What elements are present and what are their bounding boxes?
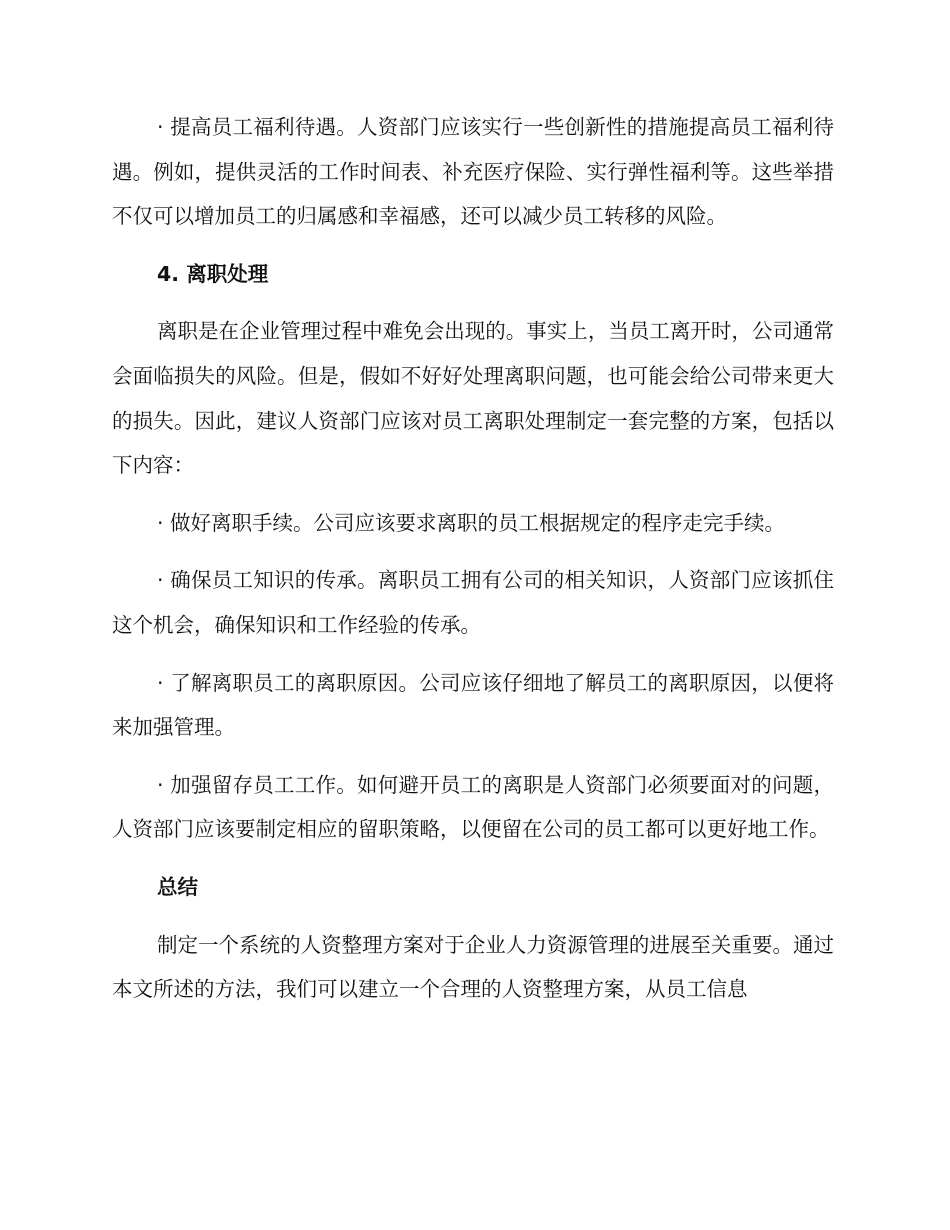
section-heading-summary: 总结 bbox=[157, 874, 198, 899]
paragraph-resignation-procedures: · 做好离职手续。公司应该要求离职的员工根据规定的程序走完手续。 bbox=[157, 510, 786, 535]
paragraph-knowledge-transfer: · 确保员工知识的传承。离职员工拥有公司的相关知识，人资部门应该抓住这个机会，确保知识和工作经验的传承。 bbox=[112, 568, 834, 637]
paragraph-retention: · 加强留存员工工作。如何避开员工的离职是人资部门必须要面对的问题，人资部门应该要制定相应的留职策略，以便留在公司的员工都可以更好地工作。 bbox=[112, 772, 834, 842]
paragraph-resignation-intro: 离职是在企业管理过程中难免会出现的。事实上，当员工离开时，公司通常会面临损失的风险。但是，假如不好好处理离职问题，也可能会给公司带来更大的损失。因此，建议人资部门应该对员工离职处理制定一套完整的方案，包括以下内容： bbox=[112, 319, 834, 478]
paragraph-resignation-reasons: · 了解离职员工的离职原因。公司应该仔细地了解员工的离职原因，以便将来加强管理。 bbox=[112, 670, 834, 740]
section-heading-resignation: 4. 离职处理 bbox=[157, 261, 269, 286]
document-page bbox=[112, 105, 834, 1012]
paragraph-summary: 制定一个系统的人资整理方案对于企业人力资源管理的进展至关重要。通过本文所述的方法，我们可以建立一个合理的人资整理方案，从员工信息 bbox=[112, 932, 834, 1002]
paragraph-benefits: · 提高员工福利待遇。人资部门应该实行一些创新性的措施提高员工福利待遇。例如，提供灵活的工作时间表、补充医疗保险、实行弹性福利等。这些举措不仅可以增加员工的归属感和幸福感，还可以减少员工转移的风险。 bbox=[112, 115, 834, 229]
